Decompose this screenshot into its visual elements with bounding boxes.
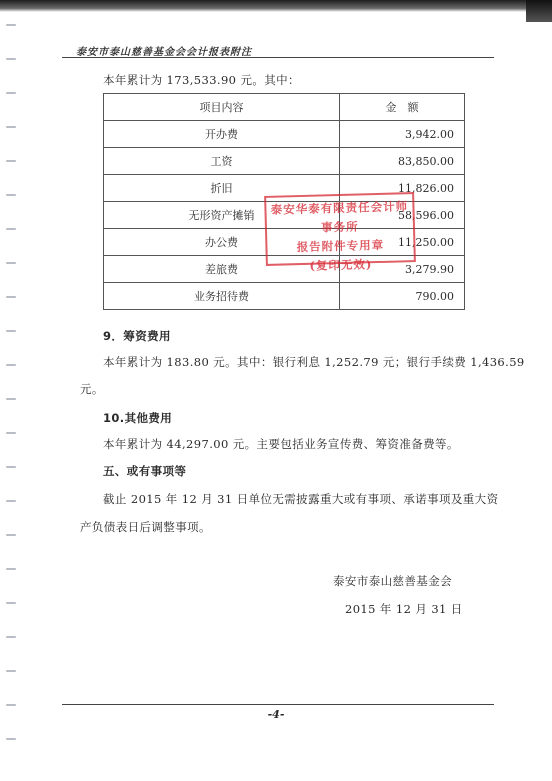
cell-item: 差旅费	[104, 256, 340, 283]
scan-edge-corner	[526, 0, 552, 22]
table-row	[104, 148, 465, 175]
section-5-text-line2: 产负债表日后调整事项。	[80, 520, 211, 534]
section-10-heading: 10.其他费用	[103, 411, 173, 425]
scan-edge-top	[0, 0, 552, 12]
cell-item: 业务招待费	[104, 283, 340, 310]
cell-amount: 58,596.00	[340, 202, 465, 229]
cell-item: 工资	[104, 148, 340, 175]
signature-date: 2015 年 12 月 31 日	[345, 602, 463, 616]
cell-item: 无形资产摊销	[104, 202, 340, 229]
cell-amount: 3,942.00	[340, 121, 465, 148]
cell-amount: 790.00	[340, 283, 465, 310]
cell-item: 开办费	[104, 121, 340, 148]
cell-amount: 11,826.00	[340, 175, 465, 202]
section-5-heading: 五、或有事项等	[103, 464, 187, 478]
stamp-line-purpose: 报告附件专用章	[296, 237, 385, 255]
section-9-text-line2: 元。	[80, 382, 104, 396]
auditor-red-stamp	[264, 192, 416, 273]
binding-margin-marks	[6, 24, 18, 754]
page-header-title: 泰安市泰山慈善基金会会计报表附注	[76, 47, 252, 58]
header-divider	[62, 57, 494, 58]
section-9-text-line1: 本年累计为 183.80 元。其中：银行利息 1,252.79 元；银行手续费 1,436.59	[103, 355, 525, 369]
cell-amount: 83,850.00	[340, 148, 465, 175]
cell-amount: 3,279.90	[340, 256, 465, 283]
section-5-text-line1: 截止 2015 年 12 月 31 日单位无需披露重大或有事项、承诺事项及重大资	[103, 492, 499, 506]
stamp-line-note: (复印无效)	[309, 257, 373, 273]
column-header-amount: 金 额	[340, 94, 465, 121]
table-header-row	[104, 94, 465, 121]
stamp-line-firm: 泰安华泰有限责任会计师事务所	[270, 199, 409, 235]
page-number: -4-	[267, 708, 285, 721]
office-expense-intro: 本年累计为 173,533.90 元。其中：	[103, 73, 300, 87]
table-row	[104, 121, 465, 148]
cell-amount: 11,250.00	[340, 229, 465, 256]
cell-item: 办公费	[104, 229, 340, 256]
column-header-item: 项目内容	[104, 94, 340, 121]
section-10-text: 本年累计为 44,297.00 元。主要包括业务宣传费、筹资准备费等。	[103, 437, 459, 451]
footer-divider	[62, 704, 494, 705]
section-9-heading: 9．筹资费用	[103, 329, 171, 343]
table-row	[104, 283, 465, 310]
cell-item: 折旧	[104, 175, 340, 202]
signature-organization: 泰安市泰山慈善基金会	[333, 574, 452, 588]
